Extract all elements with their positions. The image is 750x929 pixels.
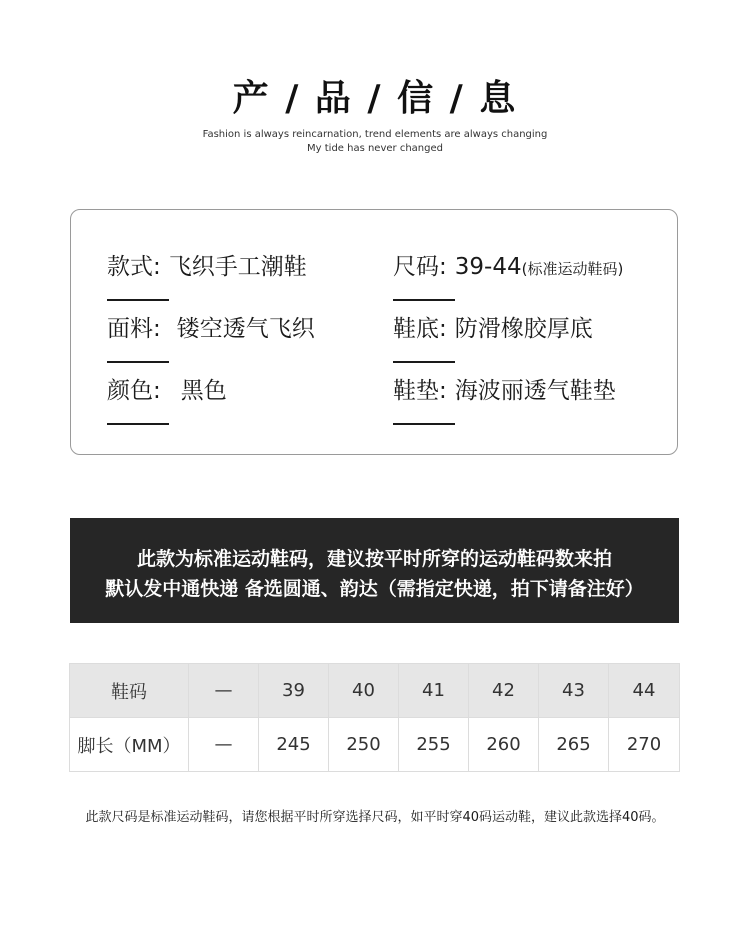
notice-line-2: 默认发中通快递 备选圆通、韵达（需指定快递，拍下请备注好） <box>105 578 644 600</box>
size-table <box>69 663 680 772</box>
table-cell: 44 <box>609 664 680 718</box>
size-table-header-row <box>70 664 680 718</box>
sole-label: 鞋底: <box>393 310 447 351</box>
info-style <box>107 248 307 306</box>
table-cell: 41 <box>399 664 469 718</box>
table-cell: 260 <box>469 718 539 772</box>
info-insole <box>393 372 616 430</box>
page-title: 产 / 品 / 信 / 息 <box>232 78 518 119</box>
notice-banner <box>70 518 679 623</box>
subtitle-line-1: Fashion is always reincarnation, trend elements are always changing <box>202 129 548 140</box>
size-label: 尺码: <box>393 248 447 289</box>
table-cell: 脚长（MM） <box>70 718 189 772</box>
color-value: 黑色 <box>180 378 227 404</box>
table-cell: 250 <box>329 718 399 772</box>
table-cell: — <box>189 664 259 718</box>
sole-value: 防滑橡胶厚底 <box>454 316 593 342</box>
table-cell: 43 <box>539 664 609 718</box>
style-value: 飞织手工潮鞋 <box>168 254 307 280</box>
notice-line-1: 此款为标准运动鞋码，建议按平时所穿的运动鞋码数来拍 <box>136 548 612 570</box>
upper-value: 镂空透气飞织 <box>176 316 315 342</box>
footnote: 此款尺码是标准运动鞋码，请您根据平时所穿选择尺码，如平时穿40码运动鞋，建议此款选择40码。 <box>85 810 665 825</box>
table-cell: 255 <box>399 718 469 772</box>
product-info-box <box>70 209 678 455</box>
style-label: 款式: <box>107 248 161 289</box>
subtitle-line-2: My tide has never changed <box>307 143 443 154</box>
table-cell: 42 <box>469 664 539 718</box>
upper-label: 面料: <box>107 310 161 351</box>
table-cell: 40 <box>329 664 399 718</box>
info-upper <box>107 310 315 368</box>
size-value: 39-44 <box>454 254 522 280</box>
info-sole <box>393 310 593 368</box>
info-color <box>107 372 227 430</box>
size-table-row <box>70 718 680 772</box>
table-cell: 245 <box>259 718 329 772</box>
table-cell: — <box>189 718 259 772</box>
table-cell: 鞋码 <box>70 664 189 718</box>
color-label: 颜色: <box>107 372 161 413</box>
table-cell: 265 <box>539 718 609 772</box>
insole-label: 鞋垫: <box>393 372 447 413</box>
insole-value: 海波丽透气鞋垫 <box>454 378 616 404</box>
size-note: (标准运动鞋码) <box>521 260 624 278</box>
table-cell: 270 <box>609 718 680 772</box>
info-size <box>393 248 623 306</box>
table-cell: 39 <box>259 664 329 718</box>
